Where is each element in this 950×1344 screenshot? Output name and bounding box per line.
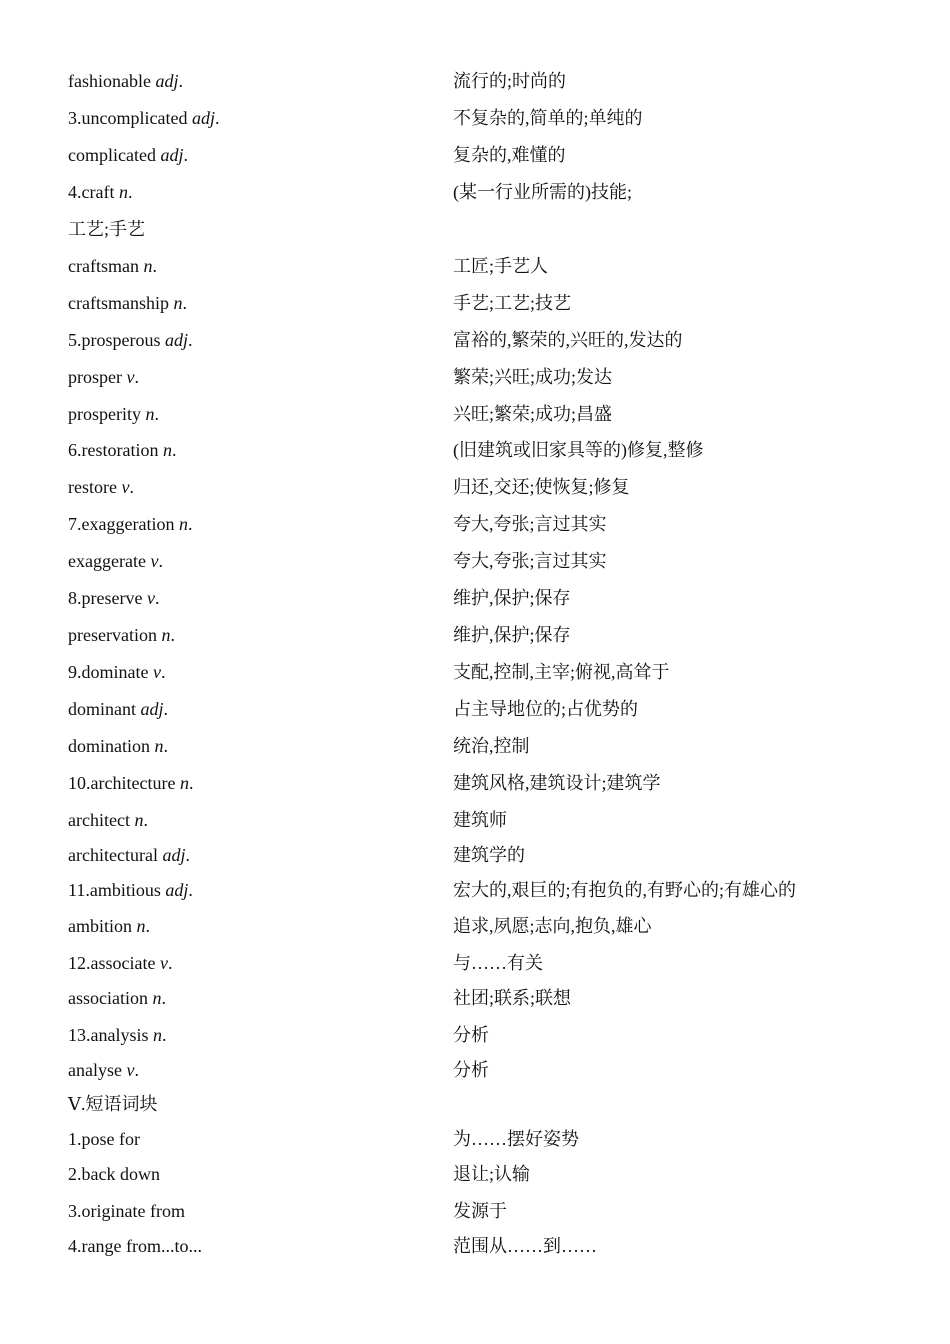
vocab-meaning: 分析 bbox=[453, 1025, 489, 1045]
phrase-row bbox=[0, 1233, 950, 1259]
vocab-row bbox=[0, 511, 950, 537]
pos-period: . bbox=[162, 1025, 167, 1045]
vocab-row bbox=[0, 770, 950, 796]
vocab-row bbox=[0, 548, 950, 574]
vocab-row bbox=[0, 105, 950, 131]
vocab-word: 5.prosperous bbox=[68, 330, 165, 350]
vocab-term bbox=[68, 511, 192, 537]
part-of-speech: v bbox=[150, 551, 159, 571]
vocab-word: prosper bbox=[68, 367, 127, 387]
vocab-word: 4.craft bbox=[68, 182, 119, 202]
pos-period: . bbox=[129, 477, 134, 497]
part-of-speech: v bbox=[126, 1060, 135, 1080]
pos-period: . bbox=[134, 367, 139, 387]
vocab-word: analyse bbox=[68, 1060, 127, 1080]
vocab-word: complicated bbox=[68, 145, 161, 165]
part-of-speech: n bbox=[179, 773, 189, 793]
vocab-meaning: (旧建筑或旧家具等的)修复,整修 bbox=[453, 440, 704, 460]
phrase-row bbox=[0, 1126, 950, 1152]
pos-period: . bbox=[178, 71, 183, 91]
part-of-speech: n bbox=[118, 182, 128, 202]
phrase-meaning: 为……摆好姿势 bbox=[453, 1129, 579, 1149]
part-of-speech: n bbox=[154, 736, 164, 756]
vocab-row bbox=[0, 179, 950, 205]
vocab-row bbox=[0, 142, 950, 168]
pos-period: . bbox=[134, 1060, 139, 1080]
phrase-term: 2.back down bbox=[68, 1164, 160, 1184]
vocab-row bbox=[0, 842, 950, 868]
pos-period: . bbox=[154, 588, 160, 608]
vocab-meaning: 建筑师 bbox=[453, 810, 507, 830]
vocab-word: prosperity bbox=[68, 404, 146, 424]
vocab-word: restore bbox=[68, 477, 122, 497]
vocab-row bbox=[0, 733, 950, 759]
part-of-speech: n bbox=[145, 404, 155, 424]
vocab-meaning: 复杂的,难懂的 bbox=[453, 145, 566, 165]
vocab-row bbox=[0, 437, 950, 463]
vocab-meaning: (某一行业所需的)技能; bbox=[453, 182, 632, 202]
vocab-meaning: 不复杂的,简单的;单纯的 bbox=[453, 108, 643, 128]
vocab-term bbox=[68, 877, 193, 903]
vocab-term bbox=[68, 807, 148, 833]
vocab-term bbox=[68, 913, 150, 939]
vocab-term bbox=[68, 1022, 167, 1048]
part-of-speech: v bbox=[121, 477, 130, 497]
part-of-speech: adj bbox=[165, 330, 189, 350]
vocab-row bbox=[0, 290, 950, 316]
part-of-speech: adj bbox=[140, 699, 164, 719]
vocab-row bbox=[0, 585, 950, 611]
vocab-term bbox=[68, 659, 165, 685]
vocab-meaning: 社团;联系;联想 bbox=[453, 988, 572, 1008]
pos-period: . bbox=[171, 440, 177, 460]
phrase-meaning: 范围从……到…… bbox=[453, 1236, 597, 1256]
vocab-row bbox=[0, 985, 950, 1011]
part-of-speech: v bbox=[159, 953, 168, 973]
vocab-term bbox=[68, 733, 168, 759]
phrase-row bbox=[0, 1198, 950, 1224]
vocab-word: 7.exaggeration bbox=[68, 514, 179, 534]
pos-period: . bbox=[170, 625, 175, 645]
part-of-speech: v bbox=[152, 662, 161, 682]
pos-period: . bbox=[163, 736, 168, 756]
vocab-term bbox=[68, 68, 183, 94]
pos-period: . bbox=[154, 404, 159, 424]
vocab-word: architectural bbox=[68, 845, 163, 865]
vocab-word: 3.uncomplicated bbox=[68, 108, 192, 128]
vocab-row bbox=[0, 807, 950, 833]
part-of-speech: n bbox=[173, 293, 183, 313]
pos-period: . bbox=[187, 514, 193, 534]
vocab-word: 10.architecture bbox=[68, 773, 180, 793]
vocab-row bbox=[0, 253, 950, 279]
vocab-row bbox=[0, 950, 950, 976]
vocab-term bbox=[68, 1057, 139, 1083]
vocab-row bbox=[0, 1022, 950, 1048]
vocab-word: architect bbox=[68, 810, 135, 830]
vocab-meaning: 建筑风格,建筑设计;建筑学 bbox=[453, 773, 661, 793]
vocab-term bbox=[68, 548, 163, 574]
vocab-meaning: 富裕的,繁荣的,兴旺的,发达的 bbox=[453, 330, 683, 350]
vocab-term bbox=[68, 474, 134, 500]
pos-period: . bbox=[188, 773, 194, 793]
vocab-term bbox=[68, 585, 159, 611]
pos-period: . bbox=[214, 108, 220, 128]
part-of-speech: adj bbox=[191, 108, 215, 128]
vocab-term bbox=[68, 179, 132, 205]
vocab-row bbox=[0, 659, 950, 685]
phrase-term: 3.originate from bbox=[68, 1201, 185, 1221]
vocab-meaning: 流行的;时尚的 bbox=[453, 71, 567, 91]
vocab-meaning: 占主导地位的;占优势的 bbox=[453, 699, 638, 719]
part-of-speech: adj bbox=[155, 71, 179, 91]
pos-period: . bbox=[183, 145, 188, 165]
vocab-term bbox=[68, 842, 190, 868]
part-of-speech: n bbox=[143, 256, 153, 276]
part-of-speech: adj bbox=[165, 880, 189, 900]
vocab-word: domination bbox=[68, 736, 155, 756]
phrase-row bbox=[0, 1161, 950, 1187]
pos-period: . bbox=[182, 293, 187, 313]
vocab-meaning: 建筑学的 bbox=[453, 845, 525, 865]
vocab-word: fashionable bbox=[68, 71, 156, 91]
pos-period: . bbox=[152, 256, 157, 276]
vocab-row bbox=[0, 913, 950, 939]
vocab-term bbox=[68, 253, 157, 279]
vocab-term bbox=[68, 290, 187, 316]
pos-period: . bbox=[188, 880, 193, 900]
vocab-word: 12.associate bbox=[68, 953, 160, 973]
vocab-meaning: 维护,保护;保存 bbox=[453, 625, 571, 645]
pos-period: . bbox=[188, 330, 193, 350]
vocab-meaning: 宏大的,艰巨的;有抱负的,有野心的;有雄心的 bbox=[453, 880, 797, 900]
vocab-row bbox=[0, 1057, 950, 1083]
pos-period: . bbox=[160, 662, 166, 682]
vocab-term bbox=[68, 770, 193, 796]
vocab-row bbox=[0, 474, 950, 500]
vocab-meaning: 归还,交还;使恢复;修复 bbox=[453, 477, 630, 497]
vocab-meaning: 追求,夙愿;志向,抱负,雄心 bbox=[453, 916, 652, 936]
phrase-meaning: 退让;认输 bbox=[453, 1164, 531, 1184]
vocab-meaning: 夸大,夸张;言过其实 bbox=[453, 514, 607, 534]
pos-period: . bbox=[161, 988, 166, 1008]
pos-period: . bbox=[145, 916, 150, 936]
vocab-row bbox=[0, 327, 950, 353]
vocab-word: 9.dominate bbox=[68, 662, 153, 682]
part-of-speech: n bbox=[161, 625, 171, 645]
vocab-row bbox=[0, 401, 950, 427]
vocab-row bbox=[0, 877, 950, 903]
part-of-speech: n bbox=[153, 1025, 162, 1045]
pos-period: . bbox=[158, 551, 163, 571]
vocab-word: association bbox=[68, 988, 153, 1008]
pos-period: . bbox=[185, 845, 190, 865]
part-of-speech: adj bbox=[160, 145, 184, 165]
vocab-meaning: 统治,控制 bbox=[453, 736, 530, 756]
part-of-speech: n bbox=[134, 810, 144, 830]
vocab-term bbox=[68, 950, 172, 976]
vocab-word: 6.restoration bbox=[68, 440, 163, 460]
vocab-term bbox=[68, 622, 175, 648]
vocab-row bbox=[0, 696, 950, 722]
phrase-term: 1.pose for bbox=[68, 1129, 140, 1149]
part-of-speech: n bbox=[162, 440, 172, 460]
vocab-term bbox=[68, 327, 193, 353]
meaning-continuation: 工艺;手艺 bbox=[68, 219, 146, 239]
vocab-term bbox=[68, 437, 176, 463]
vocab-row bbox=[0, 68, 950, 94]
vocab-term bbox=[68, 985, 166, 1011]
vocab-row bbox=[0, 622, 950, 648]
phrase-term: 4.range from...to... bbox=[68, 1236, 202, 1256]
vocab-word: preservation bbox=[68, 625, 162, 645]
part-of-speech: n bbox=[152, 988, 162, 1008]
vocab-term bbox=[68, 142, 188, 168]
part-of-speech: v bbox=[146, 588, 155, 608]
vocab-meaning: 分析 bbox=[453, 1060, 489, 1080]
vocab-meaning: 夸大,夸张;言过其实 bbox=[453, 551, 607, 571]
part-of-speech: n bbox=[178, 514, 188, 534]
vocab-term bbox=[68, 696, 168, 722]
vocab-meaning: 与……有关 bbox=[453, 953, 543, 973]
pos-period: . bbox=[127, 182, 133, 202]
vocab-term bbox=[68, 105, 219, 131]
vocab-word: 13.analysis bbox=[68, 1025, 153, 1045]
phrase-meaning: 发源于 bbox=[453, 1201, 507, 1221]
vocab-row bbox=[0, 216, 950, 242]
vocab-meaning: 繁荣;兴旺;成功;发达 bbox=[453, 367, 613, 387]
vocab-term bbox=[68, 364, 139, 390]
vocab-word: dominant bbox=[68, 699, 141, 719]
vocab-word: 8.preserve bbox=[68, 588, 147, 608]
vocab-meaning: 兴旺;繁荣;成功;昌盛 bbox=[453, 404, 613, 424]
vocab-word: craftsmanship bbox=[68, 293, 174, 313]
part-of-speech: adj bbox=[162, 845, 186, 865]
vocab-term bbox=[68, 401, 159, 427]
vocab-word: craftsman bbox=[68, 256, 144, 276]
pos-period: . bbox=[163, 699, 169, 719]
vocab-word: ambition bbox=[68, 916, 137, 936]
vocab-meaning: 支配,控制,主宰;俯视,高耸于 bbox=[453, 662, 670, 682]
vocab-meaning: 手艺;工艺;技艺 bbox=[453, 293, 572, 313]
vocab-row bbox=[0, 364, 950, 390]
pos-period: . bbox=[143, 810, 148, 830]
part-of-speech: n bbox=[136, 916, 146, 936]
section-heading: Ⅴ.短语词块 bbox=[68, 1094, 158, 1114]
vocab-word: exaggerate bbox=[68, 551, 151, 571]
part-of-speech: v bbox=[126, 367, 135, 387]
section-heading-row bbox=[0, 1091, 950, 1117]
pos-period: . bbox=[167, 953, 173, 973]
vocab-meaning: 工匠;手艺人 bbox=[453, 256, 549, 276]
vocab-meaning: 维护,保护;保存 bbox=[453, 588, 571, 608]
vocab-word: 11.ambitious bbox=[68, 880, 166, 900]
